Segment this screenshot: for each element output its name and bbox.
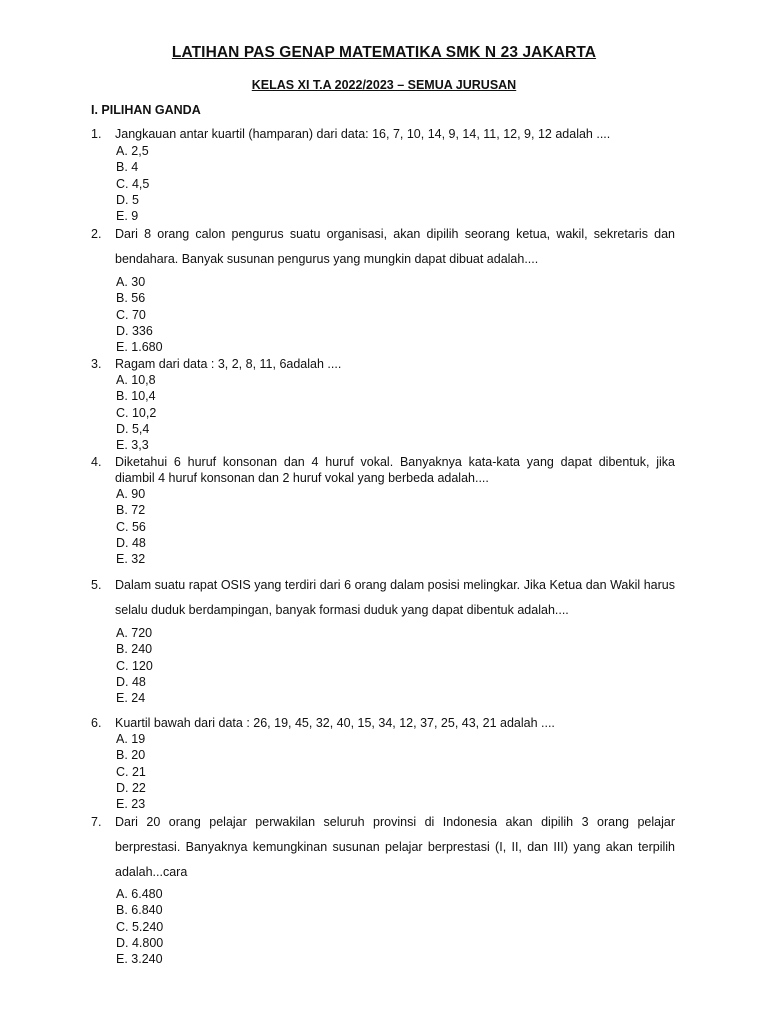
option-b: B. 56 (116, 291, 146, 306)
option-b: B. 20 (116, 748, 146, 763)
option-b: B. 72 (116, 503, 146, 518)
question-text: Dalam suatu rapat OSIS yang terdiri dari 6 orang dalam posisi melingkar. Jika Ketua dan Wakil harus selalu duduk berdampingan, banyak formasi duduk yang dapat dibentuk adalah.... (115, 578, 675, 617)
question-5 (91, 577, 675, 623)
option-a: A. 2,5 (116, 144, 149, 158)
question-1-options (116, 143, 149, 224)
option-a: A. 6.480 (116, 887, 163, 901)
option-c: C. 120 (116, 658, 153, 673)
option-d: D. 4.800 (116, 935, 164, 950)
question-text: Ragam dari data : 3, 2, 8, 11, 6adalah .... (115, 357, 342, 371)
option-c: C. 56 (116, 519, 146, 534)
question-text: Diketahui 6 huruf konsonan dan 4 huruf vokal. Banyaknya kata-kata yang dapat dibentuk, jika diambil 4 huruf konsonan dan 2 huruf vokal yang berbeda adalah.... (115, 455, 675, 485)
document-title: LATIHAN PAS GENAP MATEMATIKA SMK N 23 JAKARTA (171, 44, 597, 61)
option-c: C. 10,2 (116, 405, 157, 420)
question-6-options (116, 731, 146, 812)
question-3-options (116, 372, 156, 453)
option-e: E. 3.240 (116, 952, 163, 967)
question-text: Dari 20 orang pelajar perwakilan seluruh provinsi di Indonesia akan dipilih 3 orang pelajar berprestasi. Banyaknya kemungkinan susunan pelajar berprestasi (I, II, dan III) yang akan terpilih adalah...cara (115, 815, 675, 879)
question-4-options (116, 486, 146, 567)
question-text: Dari 8 orang calon pengurus suatu organisasi, akan dipilih seorang ketua, wakil, sekretaris dan bendahara. Banyak susunan pengurus yang mungkin dapat dibuat adalah.... (115, 227, 675, 266)
question-2-options (116, 274, 163, 355)
question-3 (91, 356, 675, 372)
question-text: Jangkauan antar kuartil (hamparan) dari data: 16, 7, 10, 14, 9, 14, 11, 12, 9, 12 adalah .... (115, 127, 611, 141)
question-number: 2. (91, 227, 102, 241)
question-text: Kuartil bawah dari data : 26, 19, 45, 32, 40, 15, 34, 12, 37, 25, 43, 21 adalah .... (115, 716, 555, 730)
question-7-options (116, 886, 163, 967)
option-c: C. 70 (116, 307, 146, 322)
option-e: E. 32 (116, 552, 146, 567)
option-e: E. 23 (116, 797, 146, 812)
option-c: C. 5.240 (116, 919, 164, 934)
document-subtitle: KELAS XI T.A 2022/2023 – SEMUA JURUSAN (251, 78, 517, 92)
option-e: E. 9 (116, 209, 139, 224)
option-c: C. 4,5 (116, 176, 150, 191)
option-b: B. 4 (116, 160, 139, 175)
option-e: E. 3,3 (116, 438, 149, 453)
option-c: C. 21 (116, 764, 146, 779)
question-number: 6. (91, 716, 102, 730)
option-a: A. 30 (116, 275, 146, 289)
option-d: D. 5 (116, 192, 139, 207)
question-number: 1. (91, 127, 102, 141)
question-number: 3. (91, 357, 102, 371)
option-d: D. 5,4 (116, 421, 150, 436)
option-b: B. 240 (116, 642, 153, 657)
question-4 (91, 454, 675, 486)
section-heading: I. PILIHAN GANDA (91, 103, 201, 117)
question-5-options (116, 625, 153, 706)
question-2 (91, 226, 675, 272)
question-7 (91, 814, 675, 885)
option-d: D. 48 (116, 674, 146, 689)
option-a: A. 720 (116, 626, 153, 640)
question-number: 4. (91, 455, 102, 469)
option-d: D. 22 (116, 780, 146, 795)
question-number: 7. (91, 815, 102, 829)
option-b: B. 6.840 (116, 903, 163, 918)
option-a: A. 10,8 (116, 373, 156, 387)
option-b: B. 10,4 (116, 389, 156, 404)
option-e: E. 1.680 (116, 340, 163, 355)
question-number: 5. (91, 578, 102, 592)
question-6 (91, 715, 675, 731)
question-1 (91, 126, 675, 142)
option-d: D. 48 (116, 535, 146, 550)
option-e: E. 24 (116, 691, 146, 706)
option-d: D. 336 (116, 323, 153, 338)
option-a: A. 19 (116, 732, 146, 746)
option-a: A. 90 (116, 487, 146, 501)
